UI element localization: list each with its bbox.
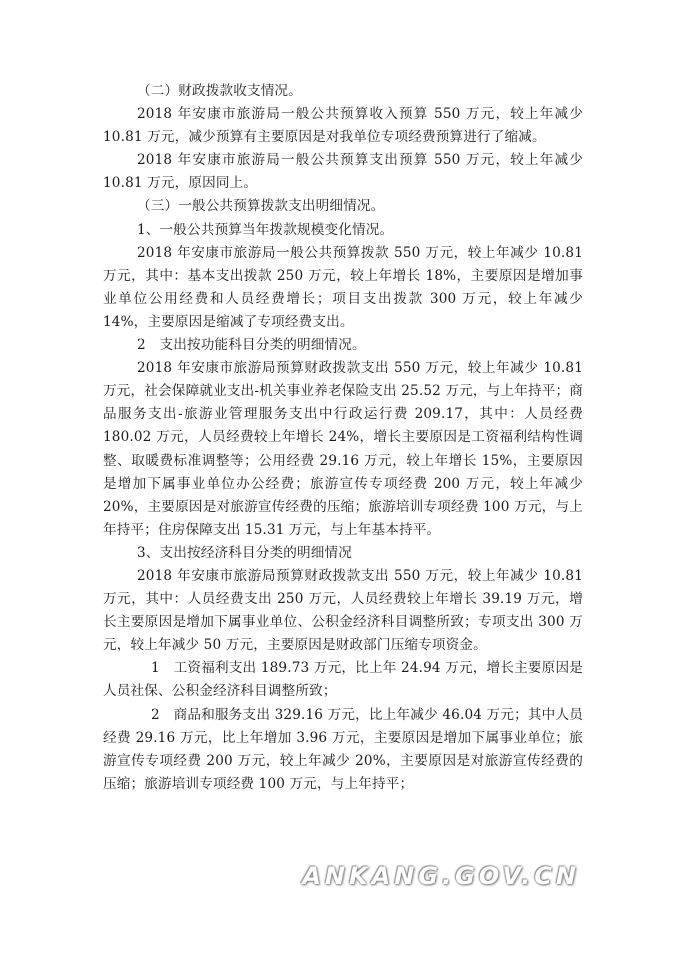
list-item: 2 商品和服务支出 329.16 万元，比上年减少 46.04 万元；其中人员经费 29.16 万元，比上年增加 3.96 万元，主要原因是增加下属事业单位；旅游宣传专项经费 200 万元，较上年减少 20%，主要原因是对旅游宣传经费的压缩；旅游培训专项经费 100 万元，与上年持平； (103, 706, 583, 792)
subheading-3: 3、支出按经济科目分类的明细情况 (137, 544, 352, 561)
document-body (103, 80, 583, 796)
paragraph: 2018 年安康市旅游局预算财政拨款支出 550 万元，较上年减少 10.81 万元，社会保障就业支出-机关事业养老保险支出 25.52 万元，与上年持平；商品服务支出-旅游业管理服务支出中行政运行费 209.17，其中：人员经费 180.02 万元，人员经费较上年增长 24%，增长主要原因是工资福利结构性调整、取暖费标准调整等；公用经费 29.16 万元，较上年增长 15%，主要原因是增加下属事业单位办公经费；旅游宣传专项经费 200 万元，较上年减少 20%，主要原因是对旅游宣传经费的压缩；旅游培训专项经费 100 万元，与上年持平；住房保障支出 15.31 万元，与上年基本持平。 (103, 360, 583, 538)
paragraph: 2018 年安康市旅游局预算财政拨款支出 550 万元，较上年减少 10.81 万元，其中：人员经费支出 250 万元，人员经费较上年增长 39.19 万元，增长主要原因是增加下属事业单位、公积金经济科目调整所致；专项支出 300 万元，较上年减少 50 万元，主要原因是财政部门压缩专项资金。 (103, 567, 583, 654)
subheading-2: 2 支出按功能科目分类的明细情况。 (137, 337, 366, 354)
section-heading-3: （三）一般公共预算拨款支出明细情况。 (137, 198, 385, 215)
subheading-1: 1、一般公共预算当年拨款规模变化情况。 (137, 221, 394, 238)
watermark: ANKANG.GOV.CN (302, 862, 580, 890)
paragraph: 2018 年安康市旅游局一般公共预算收入预算 550 万元，较上年减少 10.81 万元，减少预算有主要原因是对我单位专项经费预算进行了缩减。 (103, 106, 583, 146)
paragraph: 2018 年安康市旅游局一般公共预算支出预算 550 万元，较上年减少 10.81 万元，原因同上。 (103, 152, 583, 192)
section-heading-2: （二）财政拨款收支情况。 (137, 83, 302, 99)
paragraph: 2018 年安康市旅游局一般公共预算拨款 550 万元，较上年减少 10.81 万元，其中：基本支出拨款 250 万元，较上年增长 18%，主要原因是增加事业单位公用经费和人员经费增长；项目支出拨款 300 万元，较上年减少 14%，主要原因是缩减了专项经费支出。 (103, 244, 583, 330)
list-item: 1 工资福利支出 189.73 万元，比上年 24.94 万元，增长主要原因是人员社保、公积金经济科目调整所致； (103, 660, 583, 700)
